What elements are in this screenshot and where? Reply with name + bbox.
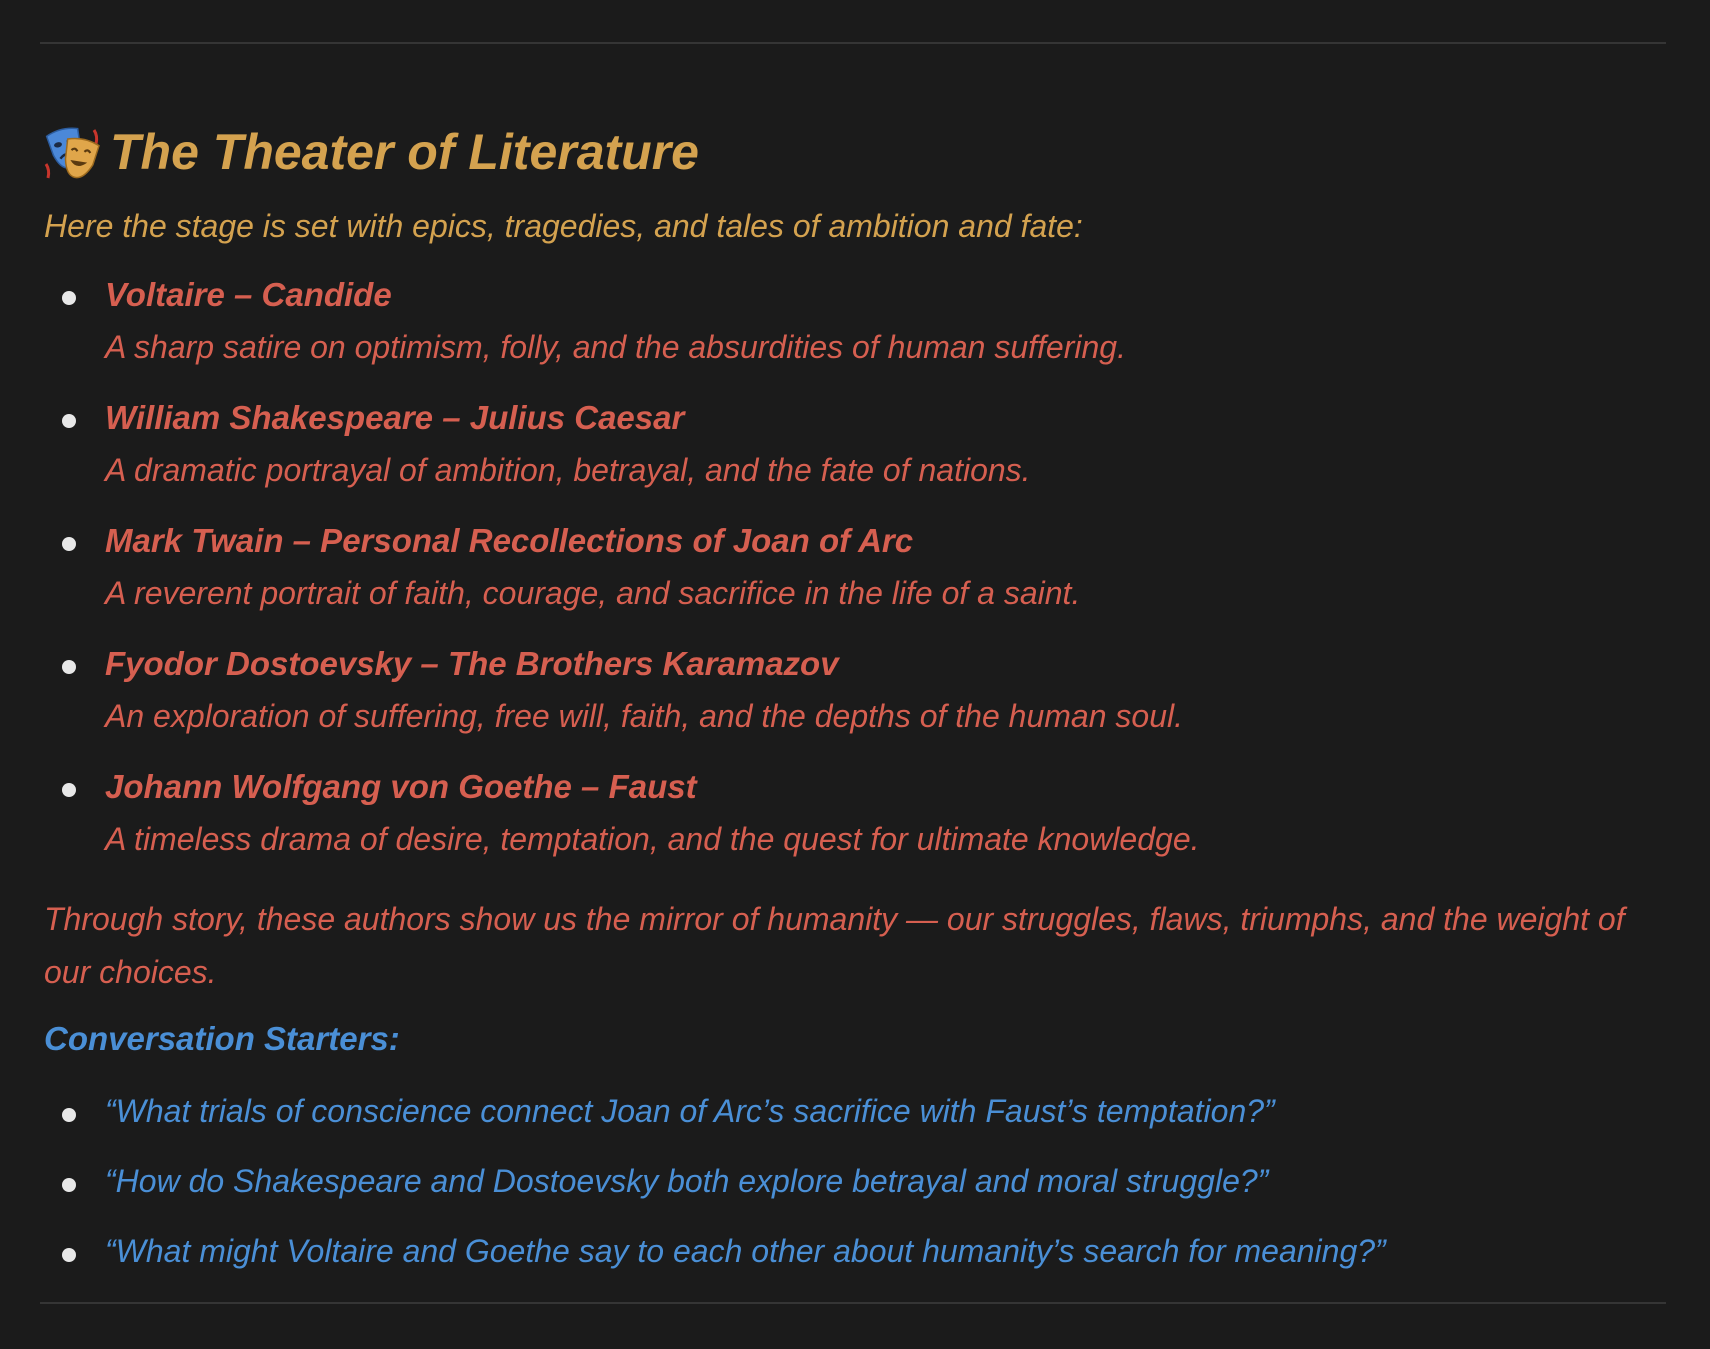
intro-text: Here the stage is set with epics, tragedies, and tales of ambition and fate: xyxy=(44,208,1083,244)
book-title: Fyodor Dostoevsky – The Brothers Karamazov xyxy=(105,645,839,682)
bullet xyxy=(62,291,76,305)
book-title: William Shakespeare – Julius Caesar xyxy=(105,399,685,436)
bullet xyxy=(62,783,76,797)
book-title: Voltaire – Candide xyxy=(105,276,392,313)
closing-paragraph: Through story, these authors show us the mirror of humanity — our struggles, flaws, triumphs, and the weight of our choices. xyxy=(44,901,1625,990)
page-title xyxy=(44,116,699,188)
bullet xyxy=(62,537,76,551)
book-description: A reverent portrait of faith, courage, and sacrifice in the life of a saint. xyxy=(105,575,1081,611)
top-divider xyxy=(40,42,1666,44)
bullet xyxy=(62,1108,76,1122)
book-description: A timeless drama of desire, temptation, and the quest for ultimate knowledge. xyxy=(105,821,1200,857)
book-description: An exploration of suffering, free will, faith, and the depths of the human soul. xyxy=(105,698,1183,734)
book-title: Johann Wolfgang von Goethe – Faust xyxy=(105,768,697,805)
book-title: Mark Twain – Personal Recollections of Joan of Arc xyxy=(105,522,914,559)
book-description: A sharp satire on optimism, folly, and the absurdities of human suffering. xyxy=(105,329,1126,365)
conversation-starters-heading: Conversation Starters: xyxy=(44,1020,400,1057)
conversation-starter: “What might Voltaire and Goethe say to each other about humanity’s search for meaning?” xyxy=(105,1233,1386,1269)
bullet xyxy=(62,660,76,674)
bullet xyxy=(62,1248,76,1262)
conversation-starter: “What trials of conscience connect Joan of Arc’s sacrifice with Faust’s temptation?” xyxy=(105,1093,1275,1129)
performing-arts-masks-icon xyxy=(44,124,100,180)
book-description: A dramatic portrayal of ambition, betrayal, and the fate of nations. xyxy=(105,452,1031,488)
bullet xyxy=(62,1178,76,1192)
bottom-divider xyxy=(40,1302,1666,1304)
page-title-text: The Theater of Literature xyxy=(110,124,699,180)
bullet xyxy=(62,414,76,428)
conversation-starter: “How do Shakespeare and Dostoevsky both explore betrayal and moral struggle?” xyxy=(105,1163,1269,1199)
